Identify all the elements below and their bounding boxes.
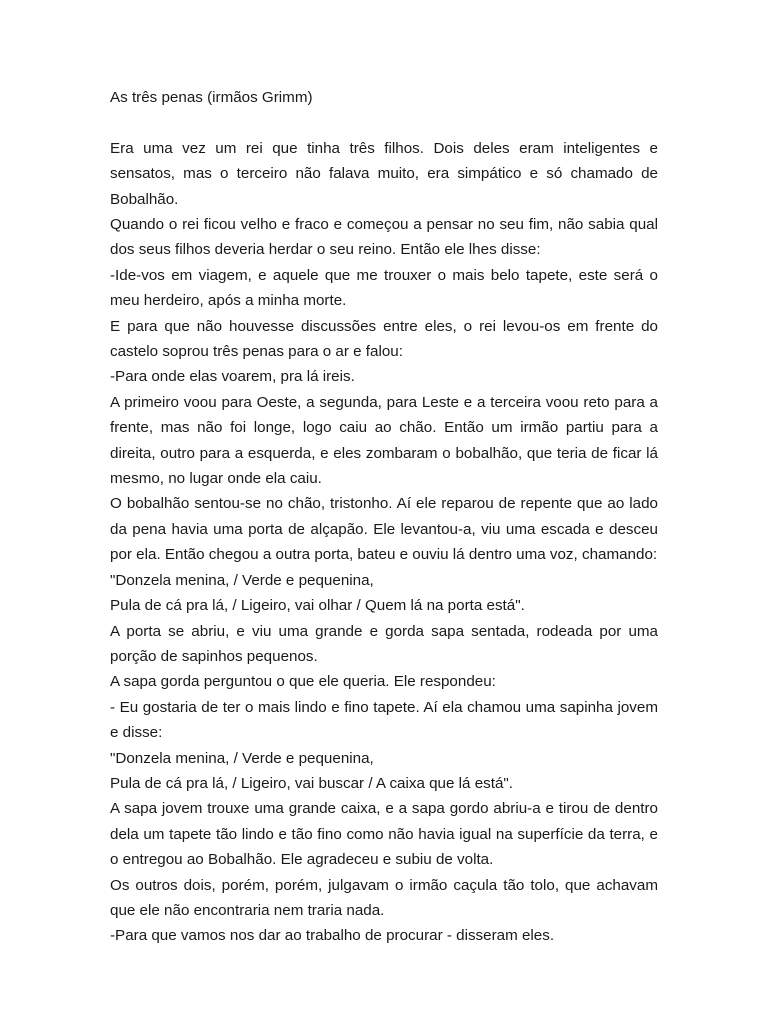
verse-line: "Donzela menina, / Verde e pequenina, <box>110 571 374 589</box>
paragraph: A sapa jovem trouxe uma grande caixa, e a sapa gordo abriu-a e tirou de dentro dela um tapete tão lindo e tão fino como não havia igual na superfície da terra, e o entregou ao Bobalhão. Ele agradeceu e subiu de volta. <box>110 800 658 869</box>
paragraph: Os outros dois, porém, porém, julgavam o irmão caçula tão tolo, que achavam que ele não encontraria nem traria nada. <box>110 876 658 919</box>
document-title: As três penas (irmãos Grimm) <box>110 89 313 106</box>
paragraph: -Para que vamos nos dar ao trabalho de procurar - disseram eles. <box>110 927 555 945</box>
paragraph: -Para onde elas voarem, pra lá ireis. <box>110 368 355 386</box>
paragraph: Quando o rei ficou velho e fraco e começou a pensar no seu fim, não sabia qual dos seus filhos deveria herdar o seu reino. Então ele lhes disse: <box>110 216 658 259</box>
paragraph: -Ide-vos em viagem, e aquele que me trouxer o mais belo tapete, este será o meu herdeiro, após a minha morte. <box>110 266 658 310</box>
verse-line: Pula de cá pra lá, / Ligeiro, vai olhar / Quem lá na porta está". <box>110 597 525 615</box>
paragraph: A sapa gorda perguntou o que ele queria. Ele respondeu: <box>110 673 496 691</box>
paragraph: E para que não houvesse discussões entre eles, o rei levou-os em frente do castelo soprou três penas para o ar e falou: <box>110 317 658 361</box>
paragraph: O bobalhão sentou-se no chão, tristonho. Aí ele reparou de repente que ao lado da pena havia uma porta de alçapão. Ele levantou-a, viu uma escada e desceu por ela. Então chegou a outra porta, bateu e ouviu lá dentro uma voz, chamando: <box>110 495 658 564</box>
verse-line: Pula de cá pra lá, / Ligeiro, vai buscar / A caixa que lá está". <box>110 774 514 792</box>
paragraph: A primeiro voou para Oeste, a segunda, para Leste e a terceira voou reto para a frente, mas não foi longe, logo caiu ao chão. Então um irmão partiu para a direita, outro para a esquerda, e eles zombaram o bobalhão, que teria de ficar lá mesmo, no lugar onde ela caiu. <box>110 393 658 488</box>
paragraph: A porta se abriu, e viu uma grande e gorda sapa sentada, rodeada por uma porção de sapinhos pequenos. <box>110 622 658 665</box>
verse-line: "Donzela menina, / Verde e pequenina, <box>110 749 374 767</box>
paragraph: - Eu gostaria de ter o mais lindo e fino tapete. Aí ela chamou uma sapinha jovem e disse: <box>110 698 658 742</box>
paragraph: Era uma vez um rei que tinha três filhos. Dois deles eram inteligentes e sensatos, mas o terceiro não falava muito, era simpático e só chamado de Bobalhão. <box>110 139 658 208</box>
document-body <box>110 85 658 949</box>
